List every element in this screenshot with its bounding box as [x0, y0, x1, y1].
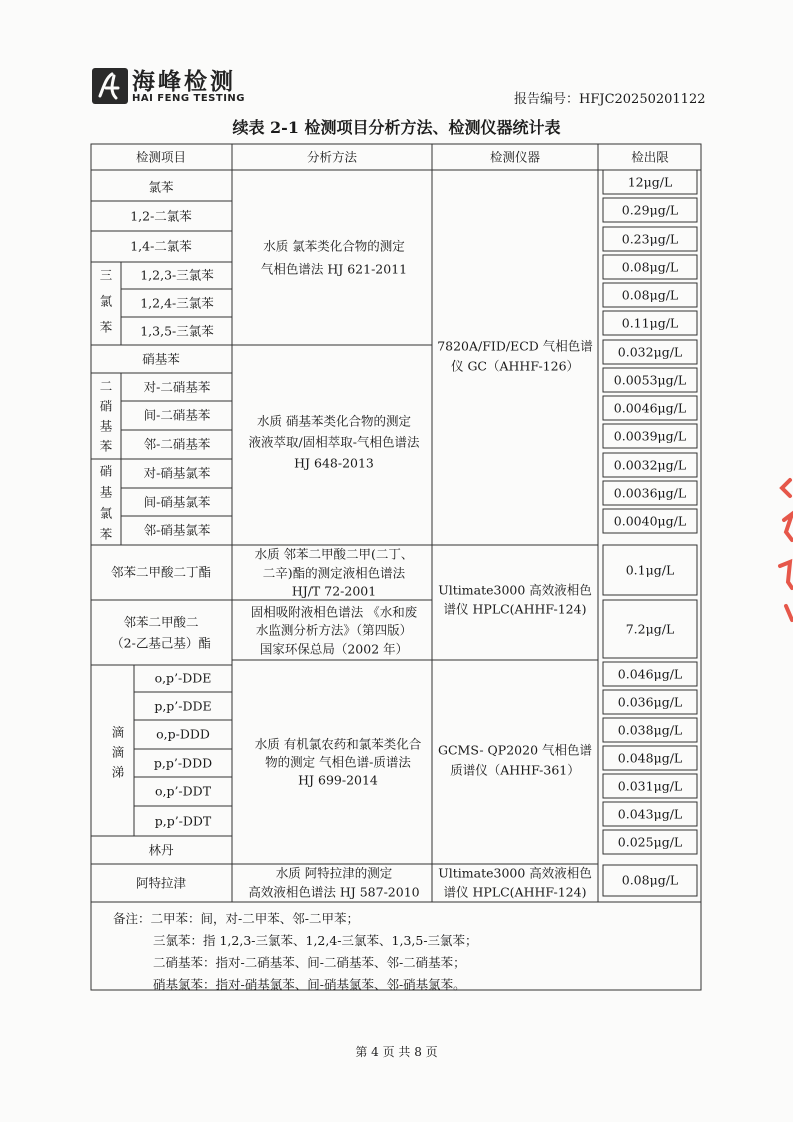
limit-cell: 0.032μg/L — [617, 344, 683, 360]
header-method: 分析方法 — [306, 149, 358, 165]
limit-cell: 0.0046μg/L — [613, 400, 687, 416]
method-cell: 高效液相色谱法 HJ 587-2010 — [248, 884, 420, 900]
item-cell: 硝基苯 — [142, 351, 180, 367]
limit-cell: 0.025μg/L — [617, 834, 683, 850]
limit-cell: 0.08μg/L — [621, 872, 679, 888]
method-cell: 水质 阿特拉津的测定 — [275, 865, 393, 881]
item-cell: o,p-DDD — [156, 726, 210, 742]
seal-stamp-icon — [770, 470, 793, 630]
method-cell: 国家环保总局（2002 年） — [259, 641, 409, 657]
header-instrument: 检测仪器 — [489, 149, 541, 165]
group-label-char: 苯 — [99, 526, 113, 542]
header-limit: 检出限 — [631, 149, 669, 165]
note-line: 备注：二甲苯：间，对-二甲苯、邻-二甲苯； — [113, 911, 359, 926]
instrument-cell: 7820A/FID/ECD 气相色谱 — [437, 338, 593, 354]
item-cell: 邻苯二甲酸二 — [123, 614, 199, 630]
item-cell: 间-二硝基苯 — [143, 407, 211, 423]
instrument-cell: 谱仪 HPLC(AHHF-124) — [443, 601, 587, 617]
method-cell: 物的测定 气相色谱-质谱法 — [265, 754, 411, 770]
item-cell: p,p’-DDE — [154, 698, 212, 714]
limit-cell: 0.11μg/L — [621, 315, 679, 331]
limit-cell: 0.038μg/L — [617, 722, 683, 738]
limit-cell: 0.0053μg/L — [613, 372, 687, 388]
table-title: 续表 2-1 检测项目分析方法、检测仪器统计表 — [232, 118, 561, 137]
limit-cell: 7.2μg/L — [625, 621, 675, 637]
item-cell: 1,3,5-三氯苯 — [140, 323, 214, 339]
group-label-char: 涕 — [111, 764, 125, 780]
group-label-char: 硝 — [99, 398, 113, 414]
limit-cell: 0.0040μg/L — [613, 513, 687, 529]
instrument-cell: 谱仪 HPLC(AHHF-124) — [443, 884, 587, 900]
item-cell: 林丹 — [148, 842, 174, 858]
logo-english-name: HAI FENG TESTING — [132, 93, 246, 104]
limit-cell: 0.0032μg/L — [613, 457, 687, 473]
method-cell: 水监测分析方法》（第四版） — [255, 622, 413, 638]
limit-cell: 0.048μg/L — [617, 750, 683, 766]
limit-cell: 0.1μg/L — [625, 562, 675, 578]
instrument-cell: 仪 GC（AHHF-126） — [450, 358, 580, 374]
item-cell: 1,2-二氯苯 — [130, 208, 192, 224]
method-cell: 二辛)酯的测定液相色谱法 — [262, 565, 406, 581]
item-cell: 间-硝基氯苯 — [143, 494, 211, 510]
limit-cell: 0.046μg/L — [617, 666, 683, 682]
item-cell: 邻-硝基氯苯 — [143, 522, 211, 538]
item-cell: 氯苯 — [148, 179, 174, 195]
group-label-char: 基 — [99, 484, 113, 500]
logo-chinese-name: 海峰检测 — [132, 69, 236, 95]
item-cell: 1,2,3-三氯苯 — [140, 267, 214, 283]
item-cell: 邻-二硝基苯 — [143, 436, 211, 452]
limit-cell: 0.036μg/L — [617, 694, 683, 710]
item-cell: 对-硝基氯苯 — [143, 465, 211, 481]
report-number: 报告编号：HFJC20250201122 — [514, 92, 706, 107]
group-label-char: 硝 — [99, 463, 113, 479]
instrument-cell: Ultimate3000 高效液相色 — [438, 865, 592, 881]
group-label-char: 氯 — [99, 505, 113, 521]
limit-cell: 0.031μg/L — [617, 778, 683, 794]
item-cell: o,p’-DDE — [154, 670, 212, 686]
note-line: 硝基氯苯：指对-硝基氯苯、间-硝基氯苯、邻-硝基氯苯。 — [153, 977, 466, 992]
method-cell: 水质 邻苯二甲酸二甲(二丁、 — [254, 546, 414, 562]
method-cell: HJ 699-2014 — [298, 772, 378, 788]
item-cell: 对-二硝基苯 — [143, 379, 211, 395]
method-cell: 水质 氯苯类化合物的测定 — [263, 238, 405, 254]
instrument-cell: Ultimate3000 高效液相色 — [438, 582, 592, 598]
group-label-char: 基 — [99, 418, 113, 434]
limit-cell: 12μg/L — [627, 174, 673, 190]
limit-cell: 0.0036μg/L — [613, 485, 687, 501]
group-label-char: 滴 — [111, 744, 125, 760]
item-cell: （2-乙基己基）酯 — [111, 635, 211, 651]
method-cell: 水质 硝基苯类化合物的测定 — [257, 413, 411, 429]
note-line: 三氯苯：指 1,2,3-三氯苯、1,2,4-三氯苯、1,3,5-三氯苯； — [153, 933, 478, 948]
page-footer: 第 4 页 共 8 页 — [355, 1045, 438, 1059]
header-item: 检测项目 — [135, 149, 187, 165]
method-cell: 固相吸附液相色谱法 《水和废 — [250, 604, 418, 620]
method-cell: 水质 有机氯农药和氯苯类化合 — [254, 736, 422, 752]
method-cell: HJ 648-2013 — [294, 455, 374, 471]
item-cell: 1,4-二氯苯 — [130, 238, 192, 254]
item-cell: p,p’-DDD — [153, 755, 213, 771]
limit-cell: 0.23μg/L — [621, 231, 679, 247]
item-cell: p,p’-DDT — [154, 813, 212, 829]
method-cell: 气相色谱法 HJ 621-2011 — [260, 261, 408, 277]
group-label-char: 二 — [99, 378, 113, 394]
instrument-cell: GCMS- QP2020 气相色谱 — [437, 742, 593, 758]
group-label-char: 三 — [99, 267, 113, 283]
limit-cell: 0.08μg/L — [621, 259, 679, 275]
instrument-cell: 质谱仪（AHHF-361） — [450, 762, 580, 778]
group-label-char: 氯 — [99, 293, 113, 309]
item-cell: 1,2,4-三氯苯 — [140, 295, 214, 311]
item-cell: 邻苯二甲酸二丁酯 — [110, 564, 212, 580]
group-label-char: 滴 — [111, 724, 125, 740]
item-cell: o,p’-DDT — [154, 783, 212, 799]
method-cell: 液液萃取/固相萃取-气相色谱法 — [248, 434, 420, 450]
limit-cell: 0.08μg/L — [621, 287, 679, 303]
limit-cell: 0.29μg/L — [621, 202, 679, 218]
note-line: 二硝基苯：指对-二硝基苯、间-二硝基苯、邻-二硝基苯； — [153, 955, 466, 970]
limit-cell: 0.0039μg/L — [613, 428, 687, 444]
group-label-char: 苯 — [99, 438, 113, 454]
method-cell: HJ/T 72-2001 — [291, 583, 377, 599]
limit-cell: 0.043μg/L — [617, 806, 683, 822]
group-label-char: 苯 — [99, 319, 113, 335]
item-cell: 阿特拉津 — [135, 875, 187, 891]
